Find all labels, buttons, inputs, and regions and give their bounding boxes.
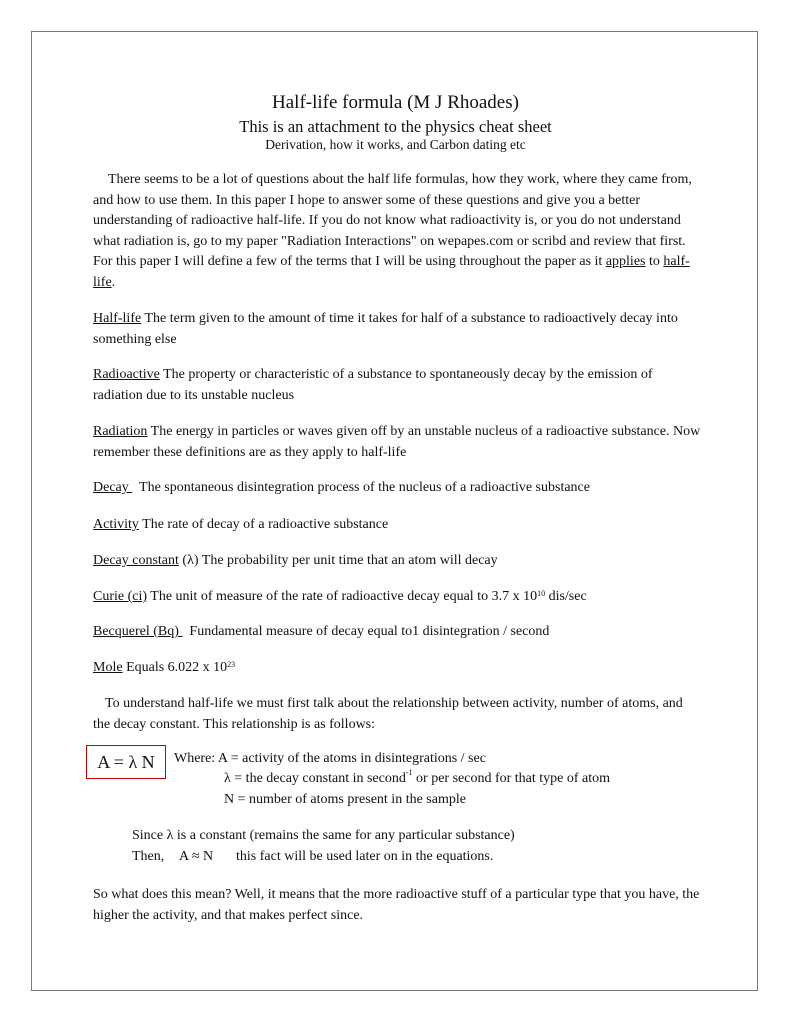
term-decay-constant: Decay constant (93, 553, 179, 568)
relationship-intro: To understand half-life we must first talk about the relationship between activity, number of atoms, and the decay constant. This relationship is as follows: (93, 696, 683, 732)
then-label: Then, (132, 849, 165, 864)
where-activity: Where: A = activity of the atoms in disintegrations / sec (174, 751, 486, 766)
definition-radiation: Radiation The energy in particles or waves given off by an unstable nucleus of a radioactive substance. Now remember these definitions are as they apply to half-life (93, 424, 701, 460)
page-subtitle: This is an attachment to the physics cheat sheet (239, 117, 552, 136)
definition-mole: Mole Equals 6.022 x $10^{23}$ (93, 660, 236, 675)
term-curie: Curie (ci) (93, 589, 148, 604)
definition-decay: Decay The spontaneous disintegration process of the nucleus of a radioactive substance (93, 480, 590, 495)
lambda-exponent: -1 (405, 768, 413, 777)
where-n: N = number of atoms present in the sample (224, 792, 466, 807)
page-subsubtitle: Derivation, how it works, and Carbon dating etc (265, 137, 526, 152)
definition-decay-constant: Decay constant (λ) The probability per unit time that an atom will decay (93, 553, 498, 568)
since-line: Since λ is a constant (remains the same for any particular substance) (132, 828, 515, 843)
term-becquerel: Becquerel (Bq) (93, 624, 183, 639)
definition-half-life: Half-life The term given to the amount of time it takes for half of a substance to radioactively decay into something else (93, 311, 678, 347)
term-half-life: Half-life (93, 311, 142, 326)
applies-link: applies (605, 254, 646, 270)
term-decay: Decay (93, 480, 133, 495)
where-lambda: λ = the decay constant in second$^{-1}$ or per second for that type of atom (224, 768, 611, 786)
definition-curie: Curie (ci) The unit of measure of the rate of radioactive decay equal to 3.7 x $10^{10}$ dis/sec (93, 589, 587, 604)
definition-radioactive: Radioactive The property or characteristic of a substance to spontaneously decay by the emission of radiation due to its unstable nucleus (93, 367, 653, 403)
then-formula: A ≈ N (179, 849, 214, 864)
then-text: this fact will be used later on in the equations. (236, 849, 494, 864)
conclusion-paragraph: So what does this mean? Well, it means that the more radioactive stuff of a particular type that you have, the higher the activity, and that makes perfect since. (93, 887, 700, 923)
term-mole: Mole (93, 660, 123, 675)
mole-exponent: 23 (227, 660, 236, 669)
half-life-link: half-life (93, 254, 690, 290)
term-activity: Activity (93, 517, 139, 532)
definition-activity: Activity The rate of decay of a radioactive substance (93, 517, 389, 532)
page-title: Half-life formula (M J Rhoades) (272, 92, 519, 113)
formula-box: A = λ N (86, 745, 166, 779)
intro-paragraph: There seems to be a lot of questions about the half life formulas, how they work, where they came from, and how to use them. In this paper I hope to answer some of these questions and give you a better understanding of radioactive half-life. If you do not know what radioactivity is, or you do not understand what radiation is, go to my paper "Radiation Interactions" on wepapes.com or scribd and review that first. For this paper I will define a few of the terms that I will be using throughout the paper as it applies to half-life. (93, 172, 692, 290)
curie-exponent: 10 (537, 589, 546, 598)
definition-becquerel: Becquerel (Bq) Fundamental measure of decay equal to1 disintegration / second (93, 624, 550, 639)
term-radiation: Radiation (93, 424, 148, 439)
term-radioactive: Radioactive (93, 367, 160, 382)
